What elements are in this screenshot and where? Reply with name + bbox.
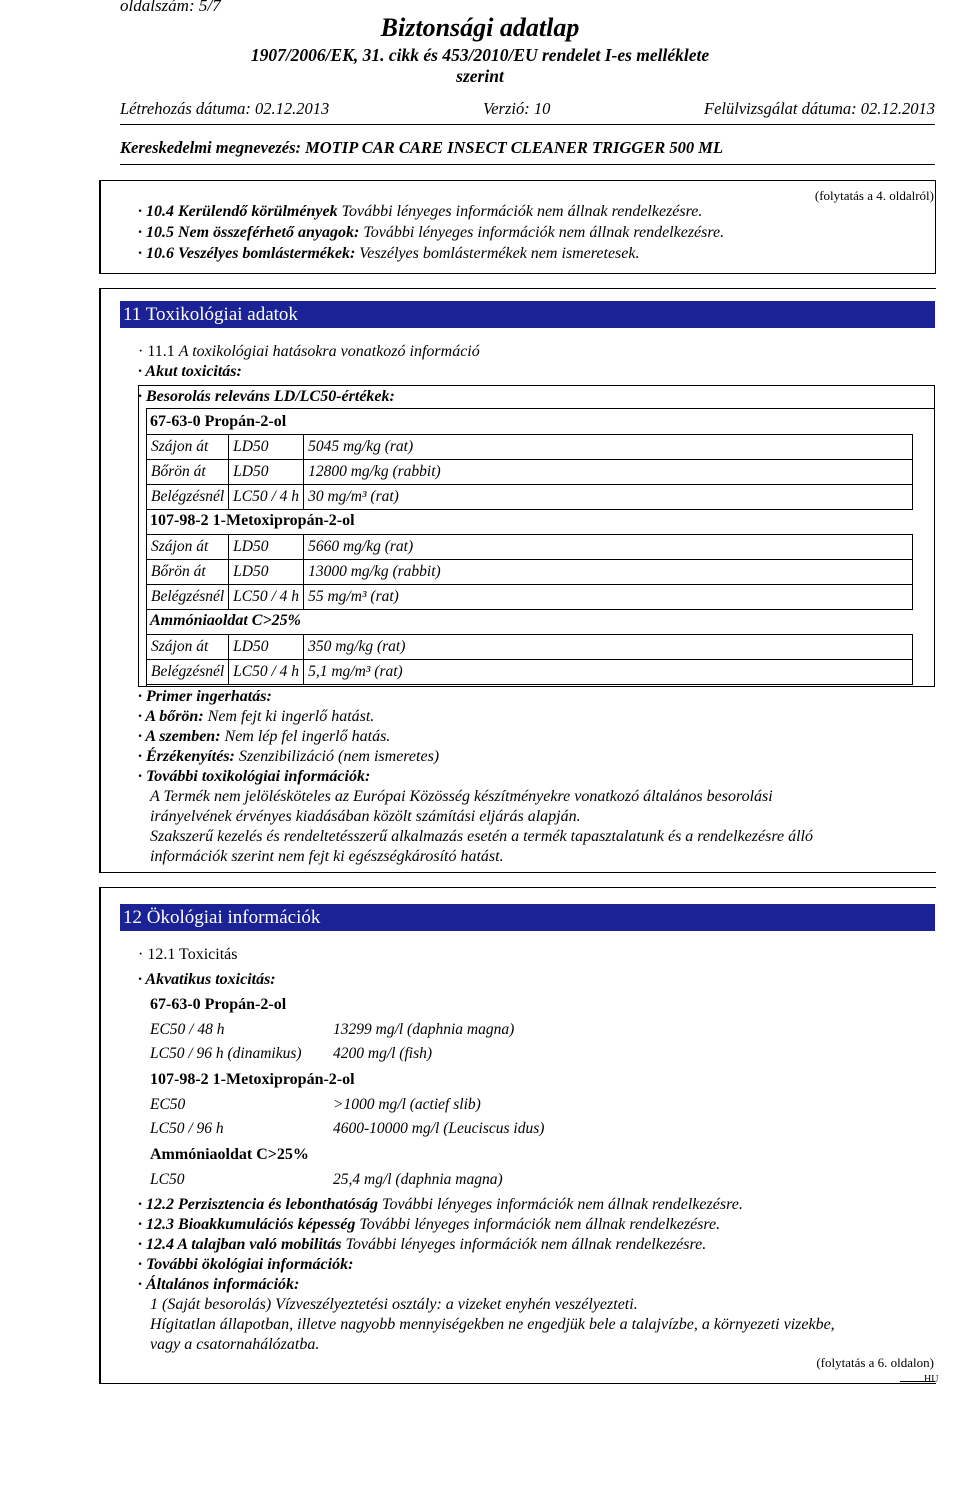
created-date: Létrehozás dátuma: 02.12.2013 (120, 99, 330, 118)
toxicity-table-2 (146, 534, 913, 610)
item-11-1: · 11.1 A toxikológiai hatásokra vonatkozó információ (138, 343, 480, 360)
section-11-title: 11 Toxikológiai adatok (120, 301, 935, 328)
general-info-label: · Általános információk: (138, 1276, 300, 1293)
item-12-2: · 12.2 Perzisztencia és lebonthatóság További lényeges információk nem állnak rendelkezésre. (138, 1196, 743, 1213)
table-row: LC50 25,4 mg/l (daphnia magna) (150, 1171, 503, 1188)
eco-table-2 (146, 1093, 548, 1141)
general-info-line: Hígitatlan állapotban, illetve nagyobb mennyiségekben ne engedjük bele a talajvízbe, a környezeti vizekbe, (150, 1316, 835, 1333)
page-number: oldalszám: 5/7 (120, 0, 221, 15)
item-10-5: · 10.5 Nem összeférhető anyagok: További lényeges információk nem állnak rendelkezésre. (138, 224, 725, 241)
table-row: Bőrön át LD50 12800 mg/kg (rabbit) (147, 460, 913, 485)
tox-paragraph-2-cont: információk szerint nem fejt ki egészségkárosító hatást. (150, 848, 504, 865)
table-row: Szájon át LD50 350 mg/kg (rat) (147, 635, 913, 660)
continued-from: (folytatás a 4. oldalról) (814, 188, 934, 203)
tox-paragraph-2: Szakszerű kezelés és rendeltetésszerű alkalmazás esetén a termék tapasztalatunk és a rendelkezésre álló (150, 828, 813, 845)
header-divider (120, 164, 935, 165)
document-subtitle: 1907/2006/EK, 31. cikk és 453/2010/EU rendelet I-es melléklete (250, 45, 710, 65)
tox-paragraph-1: A Termék nem jelölésköteles az Európai Közösség készítményekre vonatkozó általános besorolási (150, 788, 773, 805)
document-title: Biztonsági adatlap (380, 13, 580, 42)
table-row: Belégzésnél LC50 / 4 h 5,1 mg/m³ (rat) (147, 660, 913, 685)
header-divider (120, 124, 935, 125)
aquatic-toxicity-label: · Akvatikus toxicitás: (138, 971, 276, 988)
skin-effect: · A bőrön: Nem fejt ki ingerlő hatást. (138, 708, 375, 725)
document-subtitle-cont: szerint (456, 66, 504, 86)
acute-toxicity-label: · Akut toxicitás: (138, 363, 242, 380)
further-tox-label: · További toxikológiai információk: (138, 768, 371, 785)
substance-name: Ammóniaoldat C>25% (150, 1146, 309, 1163)
eye-effect: · A szemben: Nem lép fel ingerlő hatás. (138, 728, 391, 745)
substance-name: Ammóniaoldat C>25% (150, 612, 301, 629)
table-row: Szájon át LD50 5660 mg/kg (rat) (147, 535, 913, 560)
sensitization: · Érzékenyítés: Szenzibilizáció (nem ismeretes) (138, 748, 440, 765)
toxicity-table-3 (146, 634, 913, 685)
table-row: Belégzésnél LC50 / 4 h 55 mg/m³ (rat) (147, 585, 913, 610)
table-row: Bőrön át LD50 13000 mg/kg (rabbit) (147, 560, 913, 585)
version: Verzió: 10 (482, 99, 551, 118)
table-row: LC50 / 96 h 4600-10000 mg/l (Leuciscus idus) (150, 1120, 545, 1137)
section-12-title: 12 Ökológiai információk (120, 904, 935, 931)
table-row: Szájon át LD50 5045 mg/kg (rat) (147, 435, 913, 460)
primary-irritation-label: · Primer ingerhatás: (138, 688, 272, 705)
revised-date: Felülvizsgálat dátuma: 02.12.2013 (704, 99, 935, 118)
table-row: EC50 >1000 mg/l (actief slib) (150, 1096, 481, 1113)
general-info-line: 1 (Saját besorolás) Vízveszélyeztetési osztály: a vizeket enyhén veszélyezteti. (150, 1296, 638, 1313)
language-code: HU (924, 1374, 939, 1385)
item-12-3: · 12.3 Bioakkumulációs képesség További lényeges információk nem állnak rendelkezésre. (138, 1216, 721, 1233)
continued-to: (folytatás a 6. oldalon) (816, 1355, 934, 1370)
eco-table-1 (146, 1018, 518, 1066)
substance-name: 67-63-0 Propán-2-ol (150, 413, 287, 430)
substance-name: 67-63-0 Propán-2-ol (150, 996, 287, 1013)
item-12-4: · 12.4 A talajban való mobilitás További lényeges információk nem állnak rendelkezésre. (138, 1236, 707, 1253)
item-10-6: · 10.6 Veszélyes bomlástermékek: Veszélyes bomlástermékek nem ismeretesek. (138, 245, 640, 262)
item-10-4: · 10.4 Kerülendő körülmények További lényeges információk nem állnak rendelkezésre. (138, 203, 703, 220)
classification-label: · Besorolás releváns LD/LC50-értékek: (138, 388, 395, 405)
tox-paragraph-1-cont: irányelvének érvényes kiadásában közölt számítási eljárás alapján. (150, 808, 581, 825)
header-dates (120, 99, 935, 119)
substance-name: 107-98-2 1-Metoxipropán-2-ol (150, 512, 355, 529)
table-row: Belégzésnél LC50 / 4 h 30 mg/m³ (rat) (147, 485, 913, 510)
general-info-line: vagy a csatornahálózatba. (150, 1336, 320, 1353)
substance-name: 107-98-2 1-Metoxipropán-2-ol (150, 1071, 355, 1088)
item-12-1: · 12.1 Toxicitás (138, 946, 238, 963)
table-row: EC50 / 48 h 13299 mg/l (daphnia magna) (150, 1021, 515, 1038)
toxicity-table-1 (146, 434, 913, 510)
table-row: LC50 / 96 h (dinamikus) 4200 mg/l (fish) (150, 1045, 433, 1062)
trade-name: Kereskedelmi megnevezés: MOTIP CAR CARE INSECT CLEANER TRIGGER 500 ML (120, 138, 724, 157)
further-eco-label: · További ökológiai információk: (138, 1256, 354, 1273)
eco-table-3 (146, 1168, 507, 1192)
